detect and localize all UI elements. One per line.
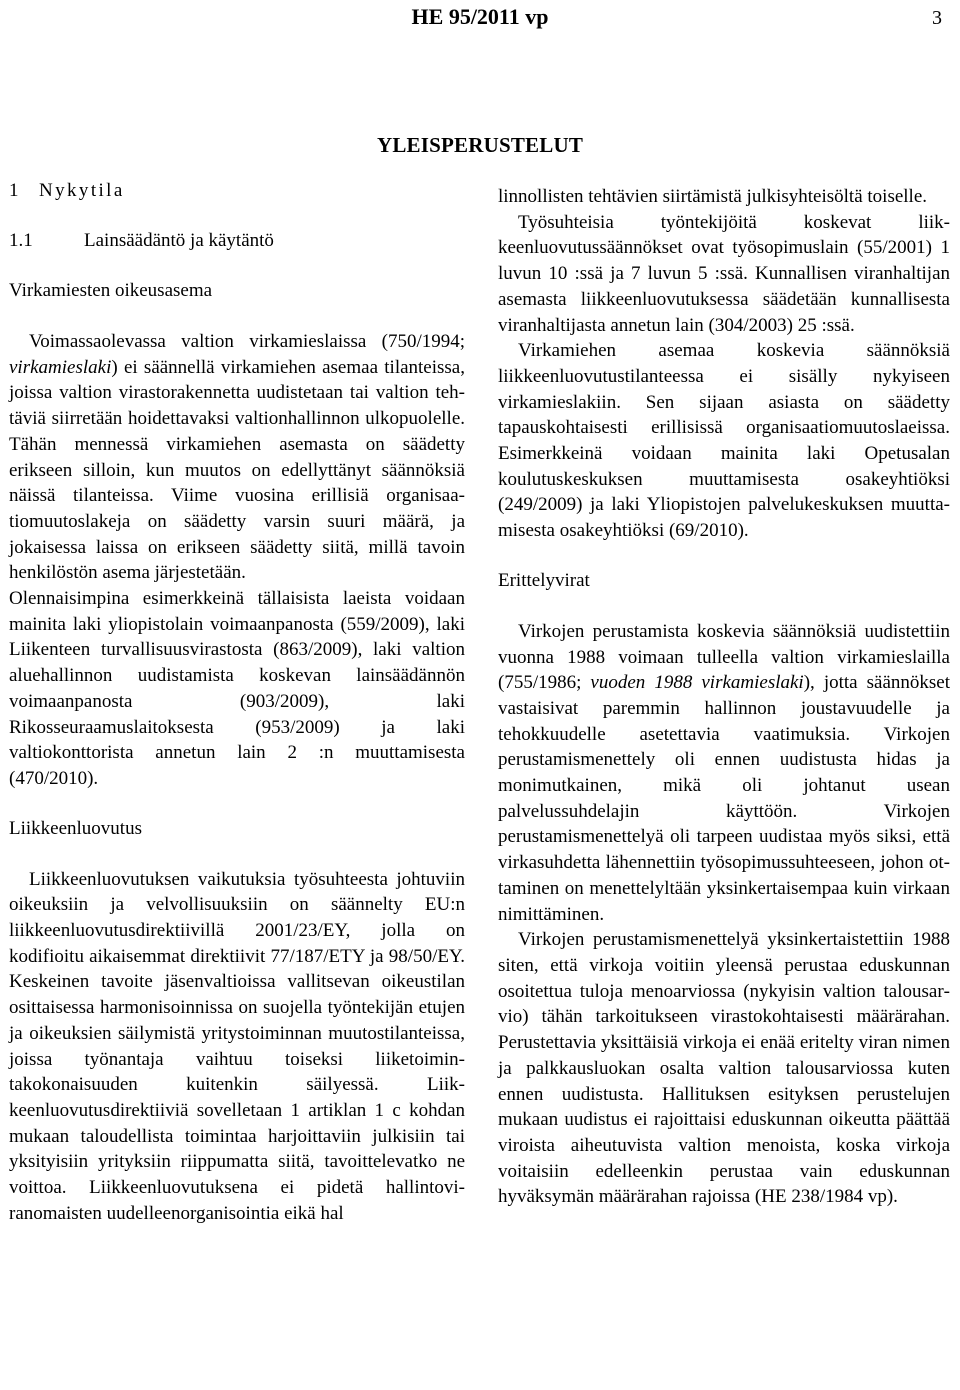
chapter-number: 1 (9, 180, 19, 201)
paragraph: linnollisten tehtävien siirtämistä julkisyhteisöltä toiselle. (498, 186, 928, 207)
subchapter-heading (9, 228, 465, 253)
paragraph-text: Virkojen perustamista koskevia säännöksiä uudistettiin vuonna 1988 voimaan tulleella valtion virkamieslailla (755/1986; (498, 620, 950, 694)
subheading-liikkeenluovutus: Liikkeenluovutus (9, 817, 142, 839)
spacer (498, 544, 950, 568)
paragraph: Työsuhteisia työntekijöitä koskevat liikkeenluovutussäännökset ovat työsopimuslain (55/2001) 1 luvun 10 :ssä ja 7 luvun 5 :ssä. Kunnallisen viranhaltijan asemasta liikkeenluovutuksessa säädetään kunnallisesta viranhaltijasta annetun lain (304/2003) 25 :ssä. (498, 211, 950, 336)
paragraph: Liikkeenluovutuksen vaikutuksia työsuhteesta johtuviin oikeuksiin ja velvollisuuksiin on säännelty EU:n liikkeenluovutusdirektiivillä 2001/23/EY, jolla on kodifioitu aikaisemmat direktiivit 77/187/ETY ja 98/50/EY. Keskeinen tavoite jäsenvaltioissa vallitsevan oikeustilan osittaisessa harmonisoinnissa on suojella työntekijän etujen ja oikeuksien säilymistä yritystoiminnan muutostilanteissa, joissa työnantaja vaihtuu toiseksi liiketoimintakokonaisuuden kuitenkin säilyessä. Liikkeenluovutusdirektiiviä sovelletaan 1 artiklan 1 c kohdan mukaan taloudellista toimintaa harjoittaviin julkisiin tai yksityisiin yrityksiin riippumatta siitä, tavoittelevatko ne voittoa. Liikkeenluovutuksena ei pidetä hallintoviranomaisten uudelleenorganisointia eikä hal (9, 868, 465, 1224)
right-column (498, 184, 950, 1210)
paragraph-text: ), jotta säännökset vastaisivat paremmin hallinnon joustavuudelle ja tehokkuudelle asetettavia vaatimuksia. Virkojen perustamismenettely oli ennen uudistusta hidas ja monimutkainen, mikä oli johtanut usean palvelussuhdelajin käyttöön. Virkojen perustamismenettelyä oli tarpeen uudistaa myös siksi, että virkasuhdetta lähennettiin työsopimussuhteeseen, johon ottaminen on menettelyltään yksinkertaisempaa kuin virkaan nimittäminen. (498, 672, 950, 925)
subchapter-number: 1.1 (9, 230, 33, 251)
subchapter-title: Lainsäädäntö ja käytäntö (84, 230, 274, 251)
paragraph-emphasis: virkamieslaki (9, 356, 112, 378)
section-heading: YLEISPERUSTELUT (376, 133, 584, 157)
left-column (9, 178, 465, 1227)
paragraph: Virkojen perustamismenettelyä yksinkertaistettiin 1988 siten, että virkoja voitiin yleensä perustaa eduskunnan osoitettua tuloja menoarviossa (nykyisin valtion talousarvio) tähän tarkoitukseen virastokohtaisesti määrärahan. Perustettavia yksittäisiä virkoja ei enää eritelty viran nimen ja palkkausluokan osalta valtion talousarviossa kuten ennen uudistusta. Hallituksen esityksen perustelujen mukaan uudistus ei rajoittaisi eduskunnan oikeutta päättää viroista aiheutuvista valtion menoista, koska virkoja voitaisiin edelleenkin perustaa vain eduskunnan hyväksymän määrärahan rajoissa (HE 238/1984 vp). (498, 929, 950, 1208)
paragraph-text: Voimassaolevassa valtion virkamieslaissa (750/1994; (29, 331, 465, 352)
spacer (9, 792, 465, 816)
paragraph-emphasis: vuoden 1988 virkamieslaki (590, 672, 804, 694)
paragraph: Virkamiehen asemaa koskevia säännöksiä liikkeenluovutustilanteessa ei sisälly nykyiseen virkamieslakiin. Sen sijaan asiasta on säädetty tapauskohtaisesti erillisissä organisaatiomuutoslaeissa. Esimerkkeinä voidaan mainita laki Opetusalan koulutuskeskuksen muuttamisesta osakeyhtiöksi (249/2009) ja laki Yliopistojen palvelukeskuksen muuttamisesta osakeyhtiöksi (69/2010). (498, 340, 950, 542)
subheading-virkamiesten-oikeusasema: Virkamiesten oikeusasema (9, 280, 213, 301)
subheading-erittelyvirat: Erittelyvirat (498, 569, 590, 591)
paragraph-text: ) ei säännellä virkamiehen asemaa tilanteissa, joissa valtion virastorakennetta uudistetaan tai valtion tehtäviä siirretään hoidettavaksi valtionhallinnon ulkopuolelle. Tähän mennessä virkamiehen asemasta on säädetty erikseen silloin, kun muutos on edellyttänyt säännöksiä näissä tilanteissa. Viime vuosina erillisiä organisaatiomuutoslakeja on säädetty varsin suuri määrä, ja jokaisessa laissa on erikseen säädetty siitä, millä tavoin henkilöstön asema järjestetään. (9, 356, 465, 584)
paragraph: Olennaisimpina esimerkkeinä tällaisista laeista voidaan mainita laki yliopistolain voimaanpanosta (559/2009), laki Liikenteen turvallisuusvirastosta (863/2009), laki valtion aluehallinnon uudistamista koskevan lainsäädännön voimaanpanosta (903/2009), laki Rikosseuraamuslaitoksesta (953/2009) ja laki valtiokonttorista annetun lain 2 :n muuttamisesta (470/2010). (9, 588, 465, 789)
document-identifier: HE 95/2011 vp (411, 4, 549, 29)
page-number: 3 (932, 7, 942, 29)
chapter-heading (9, 178, 465, 203)
chapter-title: Nykytila (39, 180, 125, 201)
paragraph (498, 619, 950, 927)
paragraph (9, 329, 465, 586)
